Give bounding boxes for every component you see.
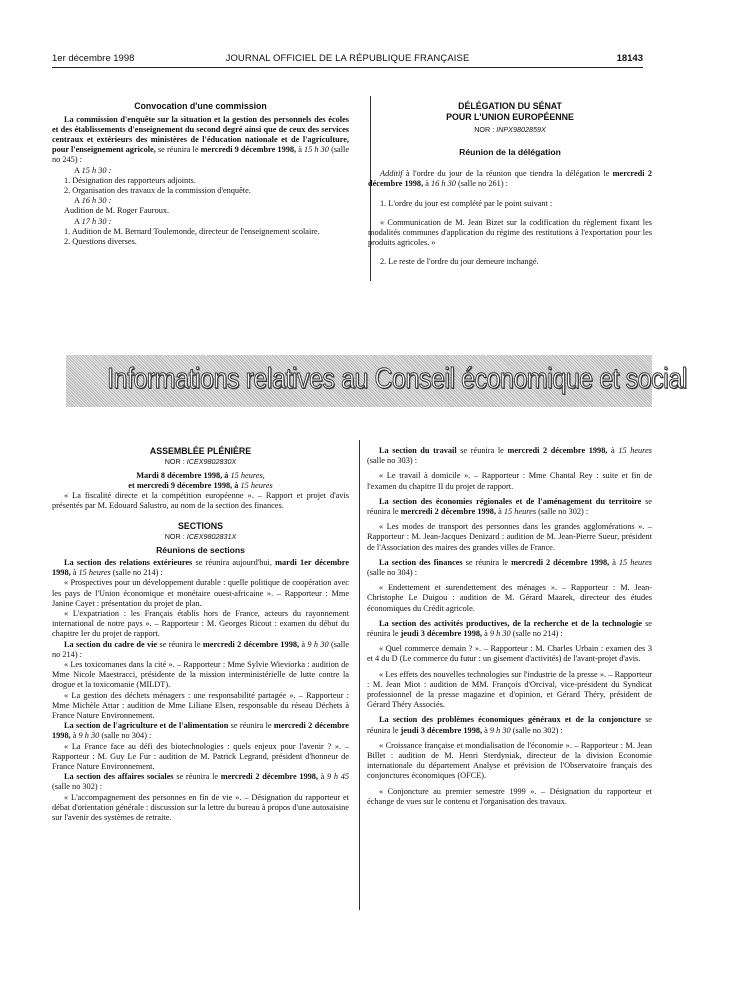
delegation-subtitle: Réunion de la délégation	[459, 147, 561, 157]
column-divider-bottom	[359, 440, 360, 910]
section-item: « Le travail à domicile ». – Rapporteur : Mme Chantal Rey : suite et fin de l'examen du chapitre II du projet de rapport.	[367, 471, 652, 491]
nor-reference-2: NOR : ICEX9802831X	[164, 531, 237, 541]
section-cadre-de-vie: La section du cadre de vie se réunira le mercredi 2 décembre 1998, à 9 h 30 (salle no 214) :	[52, 639, 350, 659]
section-item: « Croissance française et mondialisation de l'économie ». – Rapporteur : M. Jean Billet : audition de M. Henri Sterdyniak, directeur de la division Economie internationale du département Analyse et prévision de l'Observatoire français des conjonctures économiques (OFCE).	[367, 740, 652, 781]
agenda-item: Audition de M. Roger Fauroux.	[64, 206, 170, 216]
nor-reference: NOR : INPX9802859X	[474, 125, 546, 134]
assembly-date-1: Mardi 8 décembre 1998, à 15 heures,	[136, 470, 265, 480]
agenda-point: 1. L'ordre du jour est complété par le point suivant :	[380, 198, 553, 208]
section-item: « Quel commerce demain ? ». – Rapporteur : M. Charles Urbain : examen des 3 et 4 du D (Le commerce du futur : un gisement d'activités) de l'avant-projet d'avis.	[367, 644, 652, 664]
senate-delegation	[368, 101, 652, 268]
ces-left-column	[52, 446, 349, 823]
page-header	[52, 53, 643, 67]
section-activites-productives: La section des activités productives, de la recherche et de la technologie se réunira le jeudi 3 décembre 1998, à 9 h 30 (salle no 214) :	[367, 618, 652, 639]
delegation-title-2: POUR L'UNION EUROPÉENNE	[446, 111, 574, 122]
header-rule	[52, 67, 643, 68]
section-title: Convocation d'une commission	[134, 101, 267, 111]
section-finances: La section des finances se réunira le mercredi 2 décembre 1998, à 15 heures (salle no 304) :	[367, 557, 653, 578]
section-economies-regionales: La section des économies régionales et de l'aménagement du territoire se réunira le mercredi 2 décembre 1998, à 15 heures (salle no 302) :	[367, 496, 652, 517]
agenda-item: 1. Audition de M. Bernard Toulemonde, directeur de l'enseignement scolaire.	[64, 226, 320, 236]
section-item: « L'expatriation : les Français établis hors de France, acteurs du rayonnement international de notre pays ». – Rapporteur : M. Georges Ricout : examen du début du chapitre Ier du projet de rapport.	[52, 609, 349, 639]
section-travail: La section du travail se réunira le mercredi 2 décembre 1998, à 15 heures (salle no 303) :	[367, 446, 653, 466]
convocation-intro: La commission d'enquête sur la situation et la gestion des personnels des écoles et des établissements d'enseignement du second degré ainsi que de ceux des services centraux et extérieurs des ministères de l'éducation nationale et de l'agriculture, pour l'enseignement agricole, se réunira le mercredi 9 décembre 1998, à 15 h 30 (salle no 245) :	[52, 114, 350, 165]
page-number: 18143	[616, 53, 643, 64]
assembly-title: ASSEMBLÉE PLÉNIÈRE	[149, 446, 252, 456]
section-item: « L'accompagnement des personnes en fin de vie ». – Désignation du rapporteur et débat d'orientation générale : discussion sur la lettre du bureau à propos d'une autosaisine sur l'avenir des systèmes de retraite.	[52, 792, 349, 823]
time-slot: A 15 h 30 :	[74, 165, 112, 175]
section-item: « La gestion des déchets ménagers : une responsabilité partagée ». – Rapporteur : Mme Michèle Attar : audition de Mme Liliane Elsen, responsable du réseau Déchets à France Nature Environnement.	[52, 690, 349, 721]
reunions-title: Réunions de sections	[156, 544, 245, 555]
sections-title: SECTIONS	[178, 521, 223, 532]
section-relations-exterieures: La section des relations extérieures se réunira aujourd'hui, mardi 1er décembre 1998, à 15 heures (salle no 214) :	[52, 558, 350, 578]
communication-text: « Communication de M. Jean Bizet sur la codification du règlement fixant les modalités communes d'application du régime des restitutions à l'exportation pour les produits agricoles. »	[368, 217, 652, 248]
section-item: « Les modes de transport des personnes dans les grandes agglomérations ». – Rapporteur : M. Jean-Jacques Denizard : audition de M. Jean-Pierre Sueur, président de l'Association des maires des grandes villes de France.	[367, 522, 652, 552]
delegation-title-1: DÉLÉGATION DU SÉNAT	[458, 101, 562, 111]
agenda-item: 1. Désignation des rapporteurs adjoints.	[64, 175, 196, 185]
header-date: 1er décembre 1998	[52, 53, 135, 64]
nor-reference: NOR : ICEX9802830X	[164, 456, 237, 466]
section-problemes-economiques: La section des problèmes économiques généraux et de la conjoncture se réunira le jeudi 3 décembre 1998, à 9 h 30 (salle no 302) :	[367, 715, 652, 735]
agenda-item: 2. Questions diverses.	[64, 236, 137, 246]
section-item: « Prospectives pour un développement durable : quelle politique de coopération avec les pays de l'Union économique et monétaire ouest-africaine ». – Rapporteur : Mme Janine Cayet : présentation du projet de plan.	[52, 578, 349, 608]
agenda-point: 2. Le reste de l'ordre du jour demeure inchangé.	[380, 257, 539, 267]
section-item: « La France face au défi des biotechnologies : quels enjeux pour l'avenir ? ». – Rapporteur : M. Guy Le Fur : audition de M. Patrick Legrand, président d'honneur de France Nature Environnement.	[52, 741, 349, 772]
section-agriculture: La section de l'agriculture et de l'alimentation se réunira le mercredi 2 décembre 1998, à 9 h 30 (salle no 304) :	[52, 721, 349, 741]
time-slot: A 17 h 30 :	[74, 216, 112, 226]
assembly-date-2: et mercredi 9 décembre 1998, à 15 heures	[128, 480, 273, 490]
assembly-agenda: « La fiscalité directe et la compétition européenne ». – Rapport et projet d'avis présentés par M. Edouard Salustro, au nom de la section des finances.	[52, 490, 349, 511]
time-slot: A 16 h 30 :	[74, 196, 112, 206]
section-item: « Les effets des nouvelles technologies sur l'industrie de la presse ». – Rapporteur : M. Jean Miot : audition de MM. François d'Orcival, vice-président du Syndicat professionnel de la presse magazine et d'opinion, et Gérard Théry, président de Gérard Théry Associés.	[367, 669, 652, 710]
section-affaires-sociales: La section des affaires sociales se réunira le mercredi 2 décembre 1998, à 9 h 45 (salle no 302) :	[52, 772, 349, 792]
ces-right-column	[367, 446, 652, 807]
section-item: « Endettement et surendettement des ménages ». – Rapporteur : M. Jean-Christophe Le Duigou : audition de M. Gérard Maarek, directeur des études économiques du Crédit agricole.	[367, 583, 652, 613]
commission-convocation	[52, 101, 349, 247]
additif-paragraph: Additif à l'ordre du jour de la réunion que tiendra la délégation le mercredi 2 décembre 1998, à 16 h 30 (salle no 261) :	[368, 169, 652, 189]
agenda-item: 2. Organisation des travaux de la commission d'enquête.	[64, 185, 251, 195]
ces-banner	[66, 355, 687, 407]
section-item: « Conjoncture au premier semestre 1999 ». – Désignation du rapporteur et échange de vues sur le contenu et l'organisation des travaux.	[367, 786, 652, 806]
banner-title: Informations relatives au Conseil économique et social	[107, 363, 687, 395]
section-item: « Les toxicomanes dans la cité ». – Rapporteur : Mme Sylvie Wieviorka : audition de Mme Nicole Maestracci, présidente de la mission interministérielle de lutte contre la drogue et la toxicomanie (MILDT).	[52, 660, 349, 690]
journal-title: JOURNAL OFFICIEL DE LA RÉPUBLIQUE FRANÇAISE	[225, 53, 470, 64]
